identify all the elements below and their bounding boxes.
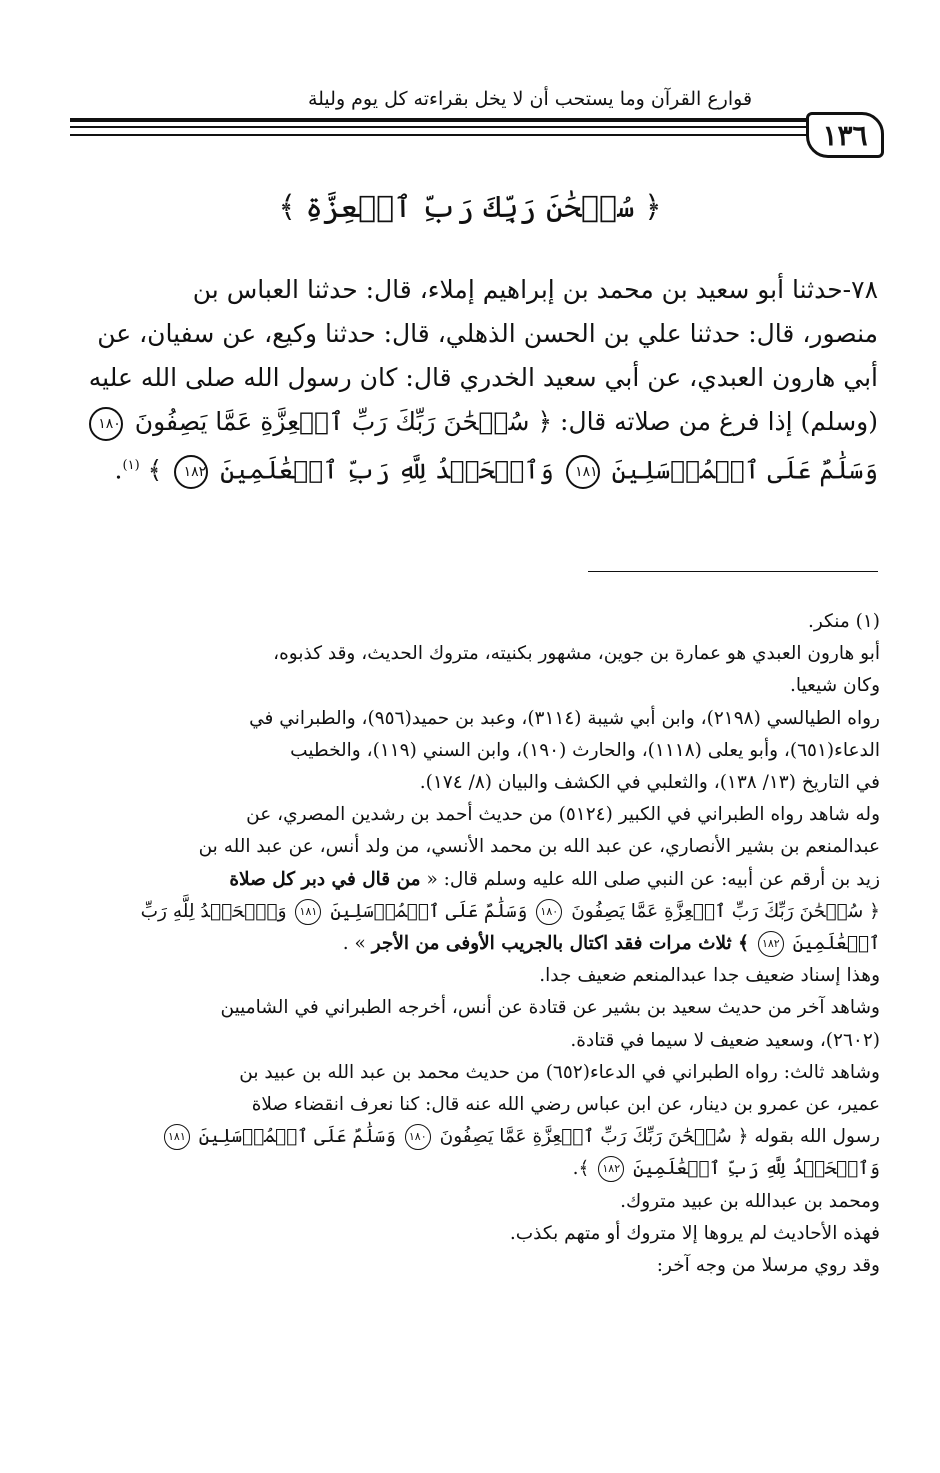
footnote-line: وهذا إسناد ضعيف جدا عبدالمنعم ضعيف جدا. [539,965,880,987]
footnote-line: وشاهد ثالث: رواه الطبراني في الدعاء(٦٥٢) من حديث محمد بن عبد الله بن عبيد بن [239,1061,880,1083]
ayah-number-marker: ١٨٢ [598,1156,624,1182]
footnote-line [70,928,880,960]
main-line: منصور، قال: حدثنا علي بن الحسن الذهلي، قال: حدثنا وكيع، عن سفيان، عن [97,319,878,348]
footnote-line: فهذه الأحاديث لم يروها إلا متروك أو متهم بكذب. [509,1222,880,1244]
ayah-number-marker: ١٨٢ [758,931,784,957]
footnote-text: » . [342,933,366,955]
footnote-line: وشاهد آخر من حديث سعيد بن بشير عن قتادة عن أنس، أخرجه الطبراني في الشاميين [220,997,880,1019]
footnotes [70,606,880,1282]
footnote-separator [588,571,878,572]
main-line: ٧٨-حدثنا أبو سعيد بن محمد بن إبراهيم إملاء، قال: حدثنا العباس بن [192,275,878,304]
quran-verse: ﴿ سُبۡحَٰنَ رَبِّكَ رَبِّ ٱلۡعِزَّةِ عَمَّا يَصِفُونَ [439,1126,749,1148]
quran-verse: وَٱلۡحَمۡدُ لِلَّهِ رَبِّ [140,900,287,922]
quran-verse: ﴿ سُبۡحَٰنَ رَبِّكَ رَبِّ ٱلۡعِزَّةِ عَمَّا يَصِفُونَ [571,900,880,922]
footnote-line: (٢٦٠٢)، وسعيد ضعيف لا سيما في قتادة. [570,1029,880,1051]
page-number: ١٣٦ [806,112,884,158]
header-rule-thin [70,126,810,128]
footnote-text: زيد بن أرقم عن أبيه: عن النبي صلى الله عليه وسلم قال: « [426,868,880,890]
quran-verse: وَسَلَٰمٌ عَلَى ٱلۡمُرۡسَلِينَ [330,900,528,922]
ayah-number-marker: ١٨١ [566,455,600,489]
header-rule-thick [70,118,810,122]
ayah-number-marker: ١٨٠ [89,407,123,441]
verse-heading: ﴿ سُبۡحَٰنَ رَبِّكَ رَبِّ ٱلۡعِزَّةِ ﴾ [278,190,662,225]
quran-verse: وَسَلَٰمٌ عَلَى ٱلۡمُرۡسَلِينَ [198,1126,396,1148]
quran-verse: وَٱلۡحَمۡدُ لِلَّهِ رَبِّ ٱلۡعَٰلَمِينَ [220,455,554,485]
ayah-number-marker: ١٨٠ [405,1124,431,1150]
hadith-bold-text: من قال في دبر كل صلاة [229,868,421,890]
main-line-5 [72,444,878,492]
quran-verse: وَٱلۡحَمۡدُ لِلَّهِ رَبِّ ٱلۡعَٰلَمِينَ [633,1158,880,1180]
ayah-number-marker: ١٨١ [295,899,321,925]
footnote-line: رواه الطيالسي (٢١٩٨)، وابن أبي شيبة (٣١١٤)، وعبد بن حميد(٩٥٦)، والطبراني في [249,707,880,729]
line-end-punct: . [114,455,123,485]
quran-verse: وَسَلَٰمٌ عَلَى ٱلۡمُرۡسَلِينَ [611,455,878,485]
verse-close-bracket: ﴾ [147,455,163,485]
footnote-line: وله شاهد رواه الطبراني في الكبير (٥١٢٤) من حديث أحمد بن رشدين المصري، عن [246,804,880,826]
ayah-number-marker: ١٨١ [164,1124,190,1150]
footnote-line: وكان شيعيا. [790,675,880,697]
footnote-line: أبو هارون العبدي هو عمارة بن جوين، مشهور بكنيته، متروك الحديث، وقد كذبوه، [273,643,880,665]
footnote-line: (١) منكر. [807,611,880,632]
hadith-bold-text: ﴾ ثلاث مرات فقد اكتال بالجريب الأوفى من الأجر [371,933,749,955]
main-text [72,268,878,492]
footnote-text: ﴾. [572,1158,590,1180]
footnote-line: عبدالمنعم بن بشير الأنصاري، عن عبد الله بن محمد الأنسي، من ولد أنس، عن عبد الله بن [198,836,880,858]
running-title: قوارع القرآن وما يستحب أن لا يخل بقراءته كل يوم وليلة [307,88,753,110]
footnote-line [70,896,880,928]
footnote-line: في التاريخ (١٣/ ١٣٨)، والثعلبي في الكشف والبيان (٨/ ١٧٤). [419,772,880,794]
footnote-line: الدعاء(٦٥١)، وأبو يعلى (١١١٨)، والحارث (١٩٠)، وابن السني (١١٩)، والخطيب [290,739,880,761]
footnote-line: عمير، عن عمرو بن دينار، عن ابن عباس رضي الله عنه قال: كنا نعرف انقضاء صلاة [251,1094,880,1116]
main-line-text: (وسلم) إذا فرغ من صلاته قال: [560,407,878,436]
ayah-number-marker: ١٨٢ [174,455,208,489]
main-line: أبي هارون العبدي، عن أبي سعيد الخدري قال: كان رسول الله صلى الله عليه [88,363,878,392]
quran-verse: ﴿ سُبۡحَٰنَ رَبِّكَ رَبِّ ٱلۡعِزَّةِ عَمَّا يَصِفُونَ [134,407,553,436]
main-line-4 [72,400,878,444]
quran-verse: ٱلۡعَٰلَمِينَ [792,933,880,955]
footnote-reference: (١) [122,458,140,473]
footnote-line [70,1121,880,1153]
footnote-line: ومحمد بن عبدالله بن عبيد متروك. [620,1190,880,1212]
footnote-line [70,1153,880,1185]
footnote-line [70,864,880,896]
footnote-text: رسول الله بقوله [754,1126,880,1148]
header-rule-thin-2 [70,134,810,136]
footnote-line: وقد روي مرسلا من وجه آخر: [656,1255,880,1277]
ayah-number-marker: ١٨٠ [536,899,562,925]
